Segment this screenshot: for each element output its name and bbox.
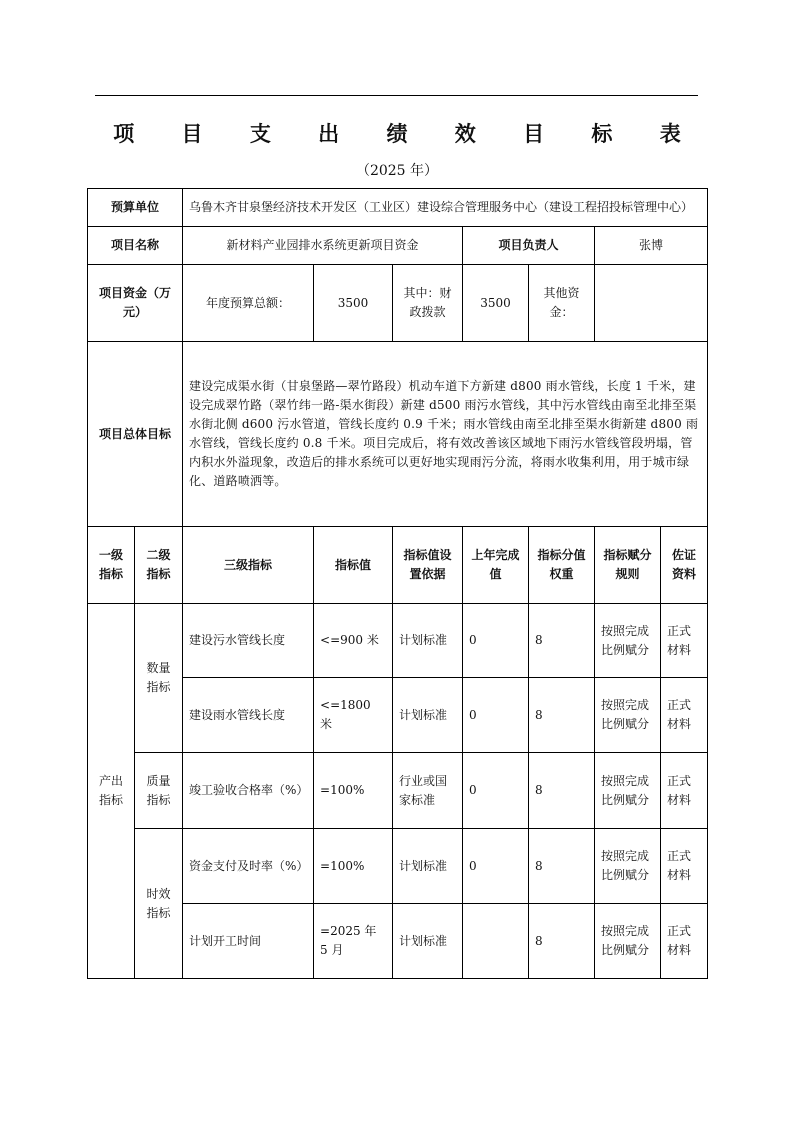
goal-label: 项目总体目标	[88, 342, 183, 527]
level1-output: 产出指标	[88, 604, 135, 979]
indicator-prev	[463, 904, 529, 979]
indicator-header-row	[88, 527, 708, 604]
indicator-value: <=900 米	[314, 604, 393, 678]
budget-unit-row	[88, 189, 708, 227]
header-value: 指标值	[314, 527, 393, 604]
fiscal-value: 3500	[463, 265, 529, 342]
indicator-weight: 8	[529, 604, 595, 678]
header-weight: 指标分值权重	[529, 527, 595, 604]
indicator-prev: 0	[463, 753, 529, 829]
level2-quality: 质量指标	[135, 753, 183, 829]
year-label: （2025 年）	[355, 163, 439, 179]
indicator-value: =100%	[314, 753, 393, 829]
other-funds-label: 其他资金：	[529, 265, 595, 342]
indicator-rule: 按照完成比例赋分	[595, 829, 661, 904]
header-evidence: 佐证资料	[661, 527, 708, 604]
indicator-prev: 0	[463, 604, 529, 678]
indicator-evidence: 正式材料	[661, 829, 708, 904]
indicator-weight: 8	[529, 829, 595, 904]
indicator-evidence: 正式材料	[661, 904, 708, 979]
level2-quantity: 数量指标	[135, 604, 183, 753]
level2-timeliness: 时效指标	[135, 829, 183, 979]
indicator-evidence: 正式材料	[661, 753, 708, 829]
budget-unit-label: 预算单位	[88, 189, 183, 227]
indicator-prev: 0	[463, 678, 529, 753]
other-funds-value	[595, 265, 708, 342]
indicator-value: <=1800 米	[314, 678, 393, 753]
owner-label: 项目负责人	[463, 227, 595, 265]
indicator-name: 资金支付及时率（%）	[183, 829, 314, 904]
funds-label: 项目资金（万元）	[88, 265, 183, 342]
annual-budget-label: 年度预算总额：	[183, 265, 314, 342]
indicator-prev: 0	[463, 829, 529, 904]
annual-budget-value: 3500	[314, 265, 393, 342]
fiscal-label: 其中：财政拨款	[393, 265, 463, 342]
goal-text: 建设完成渠水街（甘泉堡路—翠竹路段）机动车道下方新建 d800 雨水管线，长度 1 千米，建设完成翠竹路（翠竹纬一路-渠水街段）新建 d500 雨污水管线，其中污水管线由南至北排至渠水街北侧 d600 污水管道，管线长度约 0.9 千米；雨水管线由南至北排至渠水街新建 d800 雨水管线，管线长度约 0.8 千米。项目完成后，将有效改善该区域地下雨污水管线管段坍塌，管内积水外溢现象，改造后的排水系统可以更好地实现雨污分流，将雨水收集利用，用于城市绿化、道路喷洒等。	[183, 342, 708, 527]
header-rule	[95, 95, 698, 96]
indicator-basis: 行业或国家标准	[393, 753, 463, 829]
owner-value: 张博	[595, 227, 708, 265]
indicator-name: 建设雨水管线长度	[183, 678, 314, 753]
indicator-rule: 按照完成比例赋分	[595, 678, 661, 753]
budget-unit-value: 乌鲁木齐甘泉堡经济技术开发区（工业区）建设综合管理服务中心（建设工程招投标管理中心）	[183, 189, 708, 227]
indicator-value: =2025 年 5 月	[314, 904, 393, 979]
indicator-weight: 8	[529, 678, 595, 753]
header-basis: 指标值设置依据	[393, 527, 463, 604]
header-level1: 一级指标	[88, 527, 135, 604]
indicator-basis: 计划标准	[393, 904, 463, 979]
header-rule: 指标赋分规则	[595, 527, 661, 604]
table-row	[88, 753, 708, 829]
header-level2: 二级指标	[135, 527, 183, 604]
table-row	[88, 604, 708, 678]
indicator-name: 计划开工时间	[183, 904, 314, 979]
header-level3: 三级指标	[183, 527, 314, 604]
header-prev: 上年完成值	[463, 527, 529, 604]
indicator-rule: 按照完成比例赋分	[595, 904, 661, 979]
indicator-basis: 计划标准	[393, 604, 463, 678]
indicator-rule: 按照完成比例赋分	[595, 604, 661, 678]
indicator-basis: 计划标准	[393, 829, 463, 904]
indicator-evidence: 正式材料	[661, 604, 708, 678]
indicator-value: =100%	[314, 829, 393, 904]
project-name-value: 新材料产业园排水系统更新项目资金	[183, 227, 463, 265]
goal-row	[88, 342, 708, 527]
page-title: 项 目 支 出 绩 效 目 标 表	[113, 121, 701, 146]
indicator-evidence: 正式材料	[661, 678, 708, 753]
project-name-row	[88, 227, 708, 265]
indicator-weight: 8	[529, 904, 595, 979]
project-name-label: 项目名称	[88, 227, 183, 265]
indicator-name: 建设污水管线长度	[183, 604, 314, 678]
table-row	[88, 829, 708, 904]
funds-row	[88, 265, 708, 342]
indicator-basis: 计划标准	[393, 678, 463, 753]
performance-table	[87, 188, 708, 979]
indicator-name: 竣工验收合格率（%）	[183, 753, 314, 829]
indicator-weight: 8	[529, 753, 595, 829]
indicator-rule: 按照完成比例赋分	[595, 753, 661, 829]
